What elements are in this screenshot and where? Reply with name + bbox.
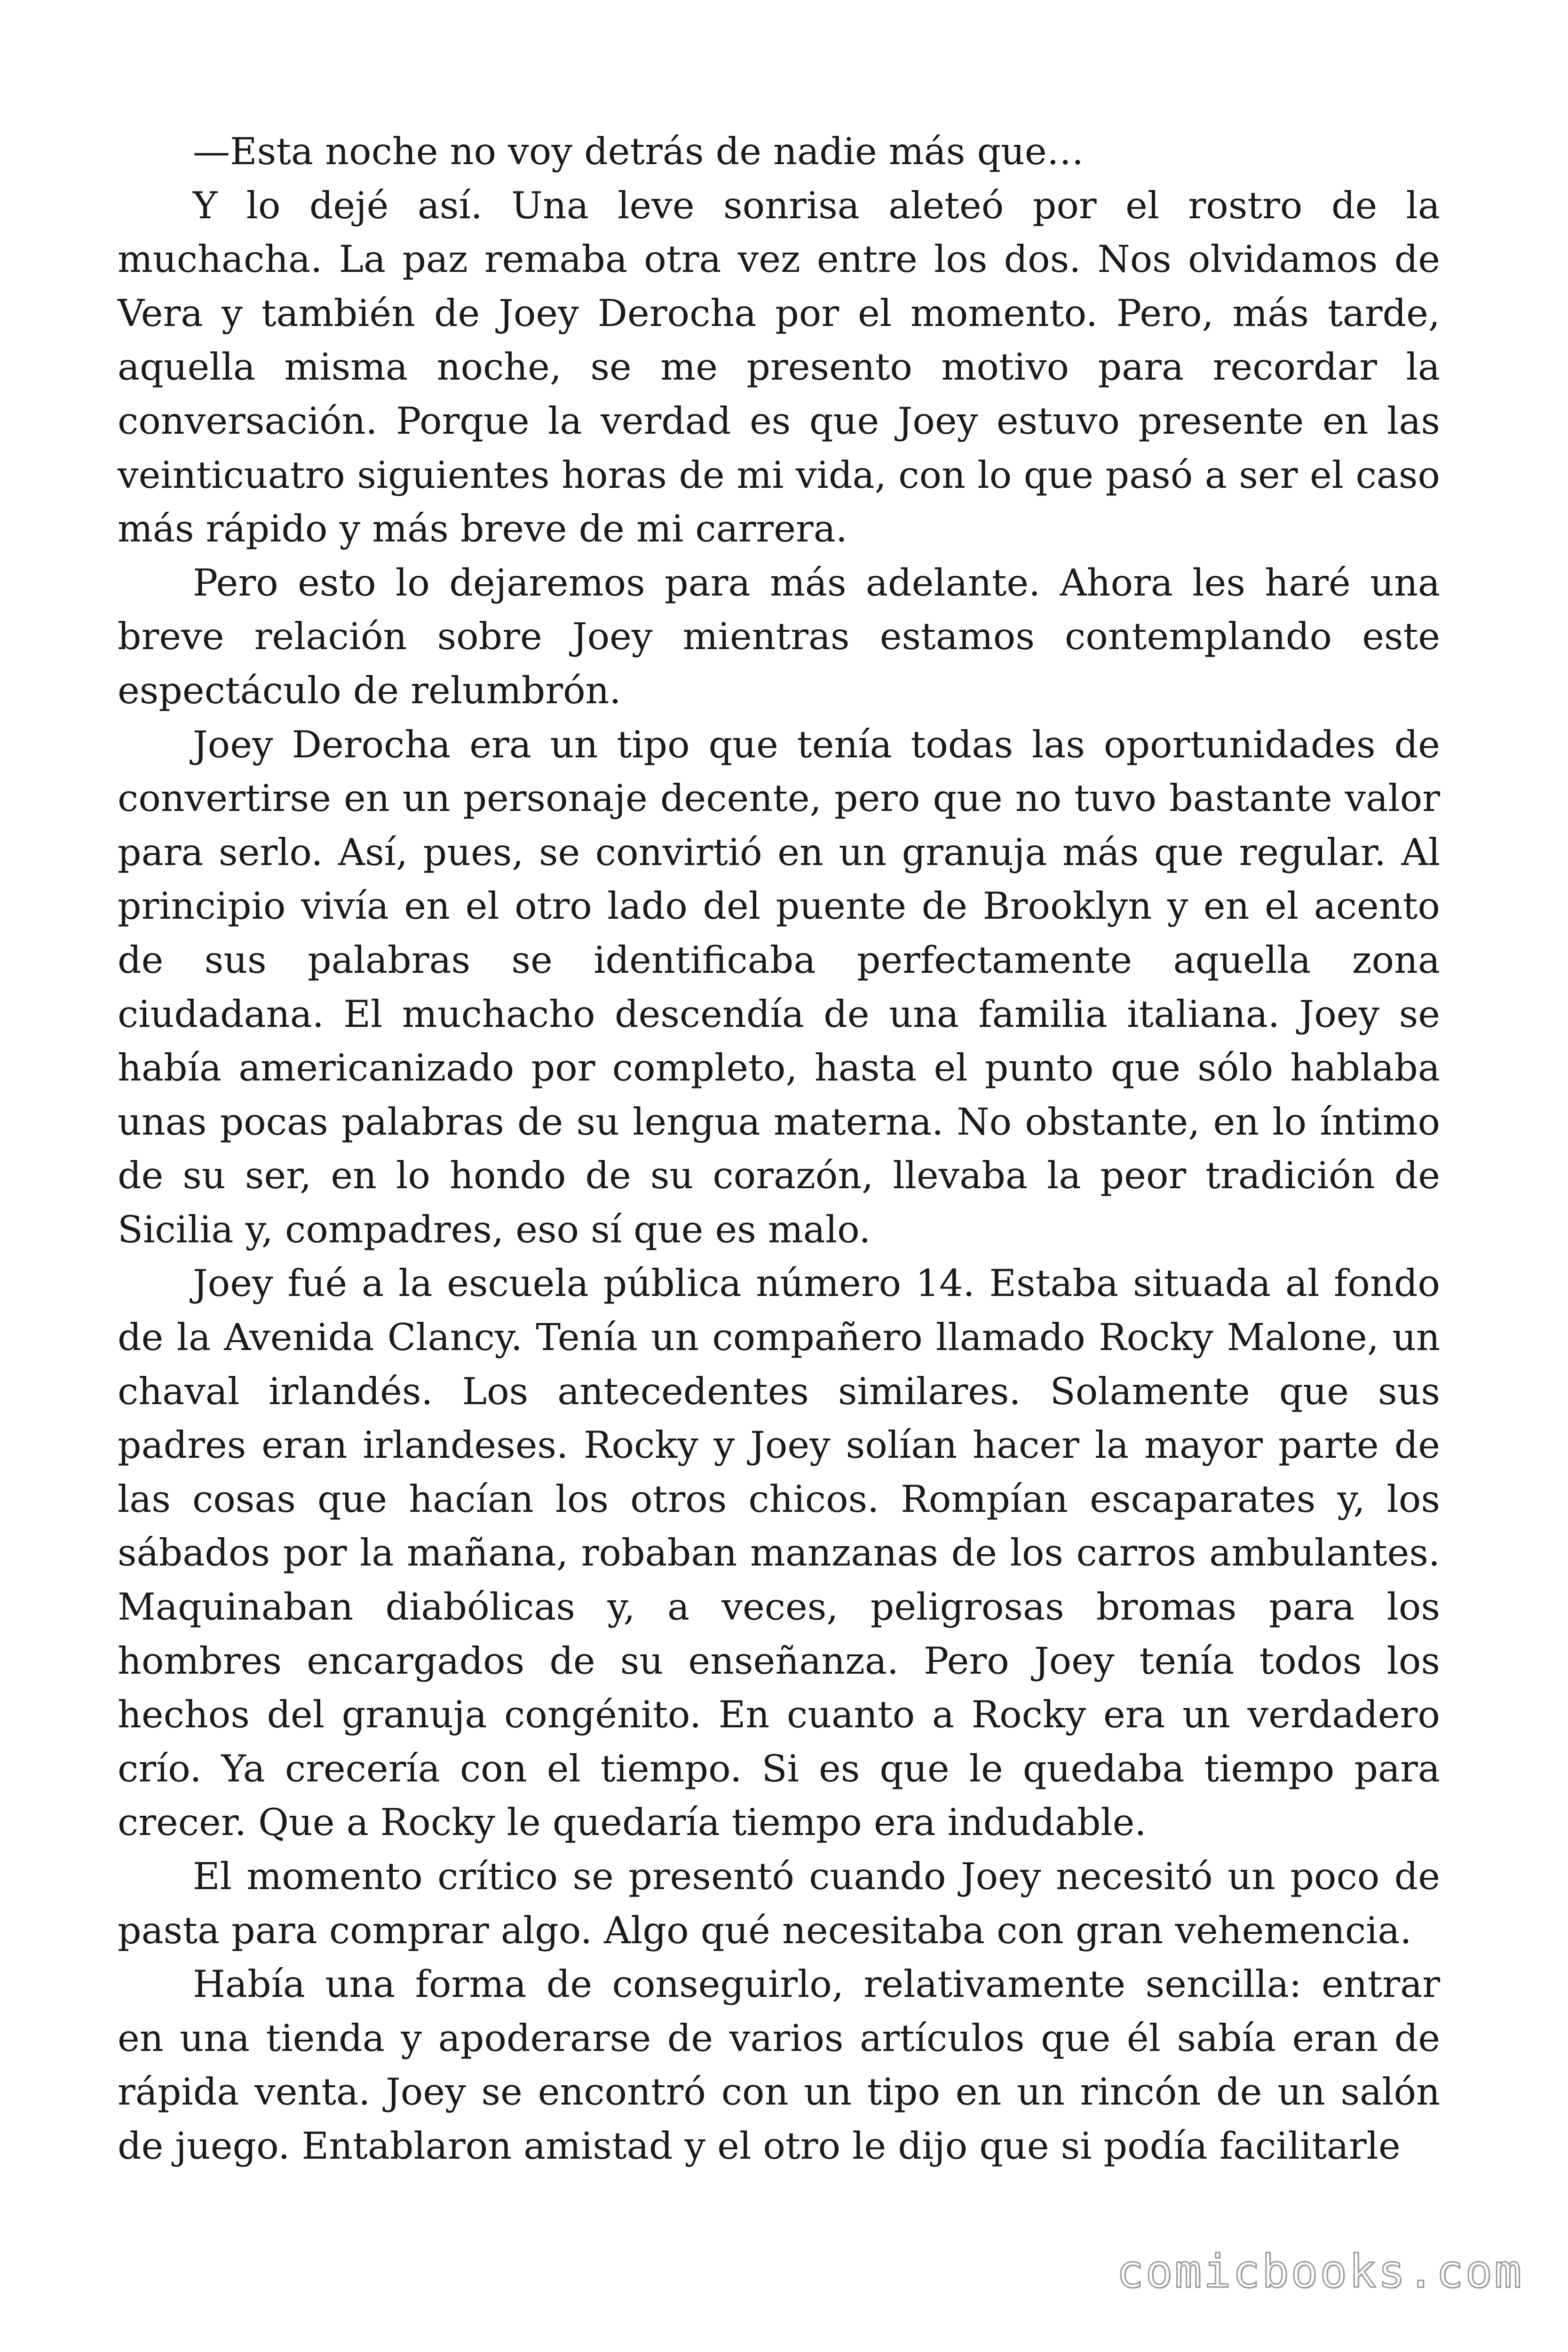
paragraph-2: Y lo dejé así. Una leve sonrisa aleteó por el rostro de la muchacha. La paz remaba otra vez entre los dos. Nos olvidamos de Vera y también de Joey Derocha por el momento. Pero, más tarde, aquella misma noche, se me presento motivo para recordar la conversación. Porque la verdad es que Joey estuvo presente en las veinticuatro siguientes horas de mi vida, con lo que pasó a ser el caso más rápido y más breve de mi carrera. [118, 183, 1440, 551]
page-body-text [118, 125, 1440, 2173]
paragraph-6: El momento crítico se presentó cuando Joey necesitó un poco de pasta para comprar algo. Algo qué necesitaba con gran vehemencia. [118, 1855, 1440, 1952]
watermark: comicbooks.com [1116, 2245, 1523, 2298]
paragraph-5: Joey fué a la escuela pública número 14. Estaba situada al fondo de la Avenida Clancy. Tenía un compañero llamado Rocky Malone, un chaval irlandés. Los antecedentes similares. Solamente que sus padres eran irlandeses. Rocky y Joey solían hacer la mayor parte de las cosas que hacían los otros chicos. Rompían escaparates y, los sábados por la mañana, robaban manzanas de los carros ambulantes. Maquinaban diabólicas y, a veces, peligrosas bromas para los hombres encargados de su enseñanza. Pero Joey tenía todos los hechos del granuja congénito. En cuanto a Rocky era un verdadero crío. Ya crecería con el tiempo. Si es que le quedaba tiempo para crecer. Que a Rocky le quedaría tiempo era indudable. [118, 1262, 1440, 1844]
paragraph-4: Joey Derocha era un tipo que tenía todas las oportunidades de convertirse en un personaje decente, pero que no tuvo bastante valor para serlo. Así, pues, se convirtió en un granuja más que regular. Al principio vivía en el otro lado del puente de Brooklyn y en el acento de sus palabras se identificaba perfectamente aquella zona ciudadana. El muchacho descendía de una familia italiana. Joey se había americanizado por completo, hasta el punto que sólo hablaba unas pocas palabras de su lengua materna. No obstante, en lo íntimo de su ser, en lo hondo de su corazón, llevaba la peor tradición de Sicilia y, compadres, eso sí que es malo. [118, 723, 1440, 1251]
paragraph-3: Pero esto lo dejaremos para más adelante. Ahora les haré una breve relación sobre Joey mientras estamos contemplando este espectáculo de relumbrón. [118, 561, 1440, 712]
paragraph-7: Había una forma de conseguirlo, relativamente sencilla: entrar en una tienda y apoderarse de varios artículos que él sabía eran de rápida venta. Joey se encontró con un tipo en un rincón de un salón de juego. Entablaron amistad y el otro le dijo que si podía facilitarle [118, 1963, 1440, 2168]
paragraph-1: —Esta noche no voy detrás de nadie más que… [193, 130, 1084, 173]
